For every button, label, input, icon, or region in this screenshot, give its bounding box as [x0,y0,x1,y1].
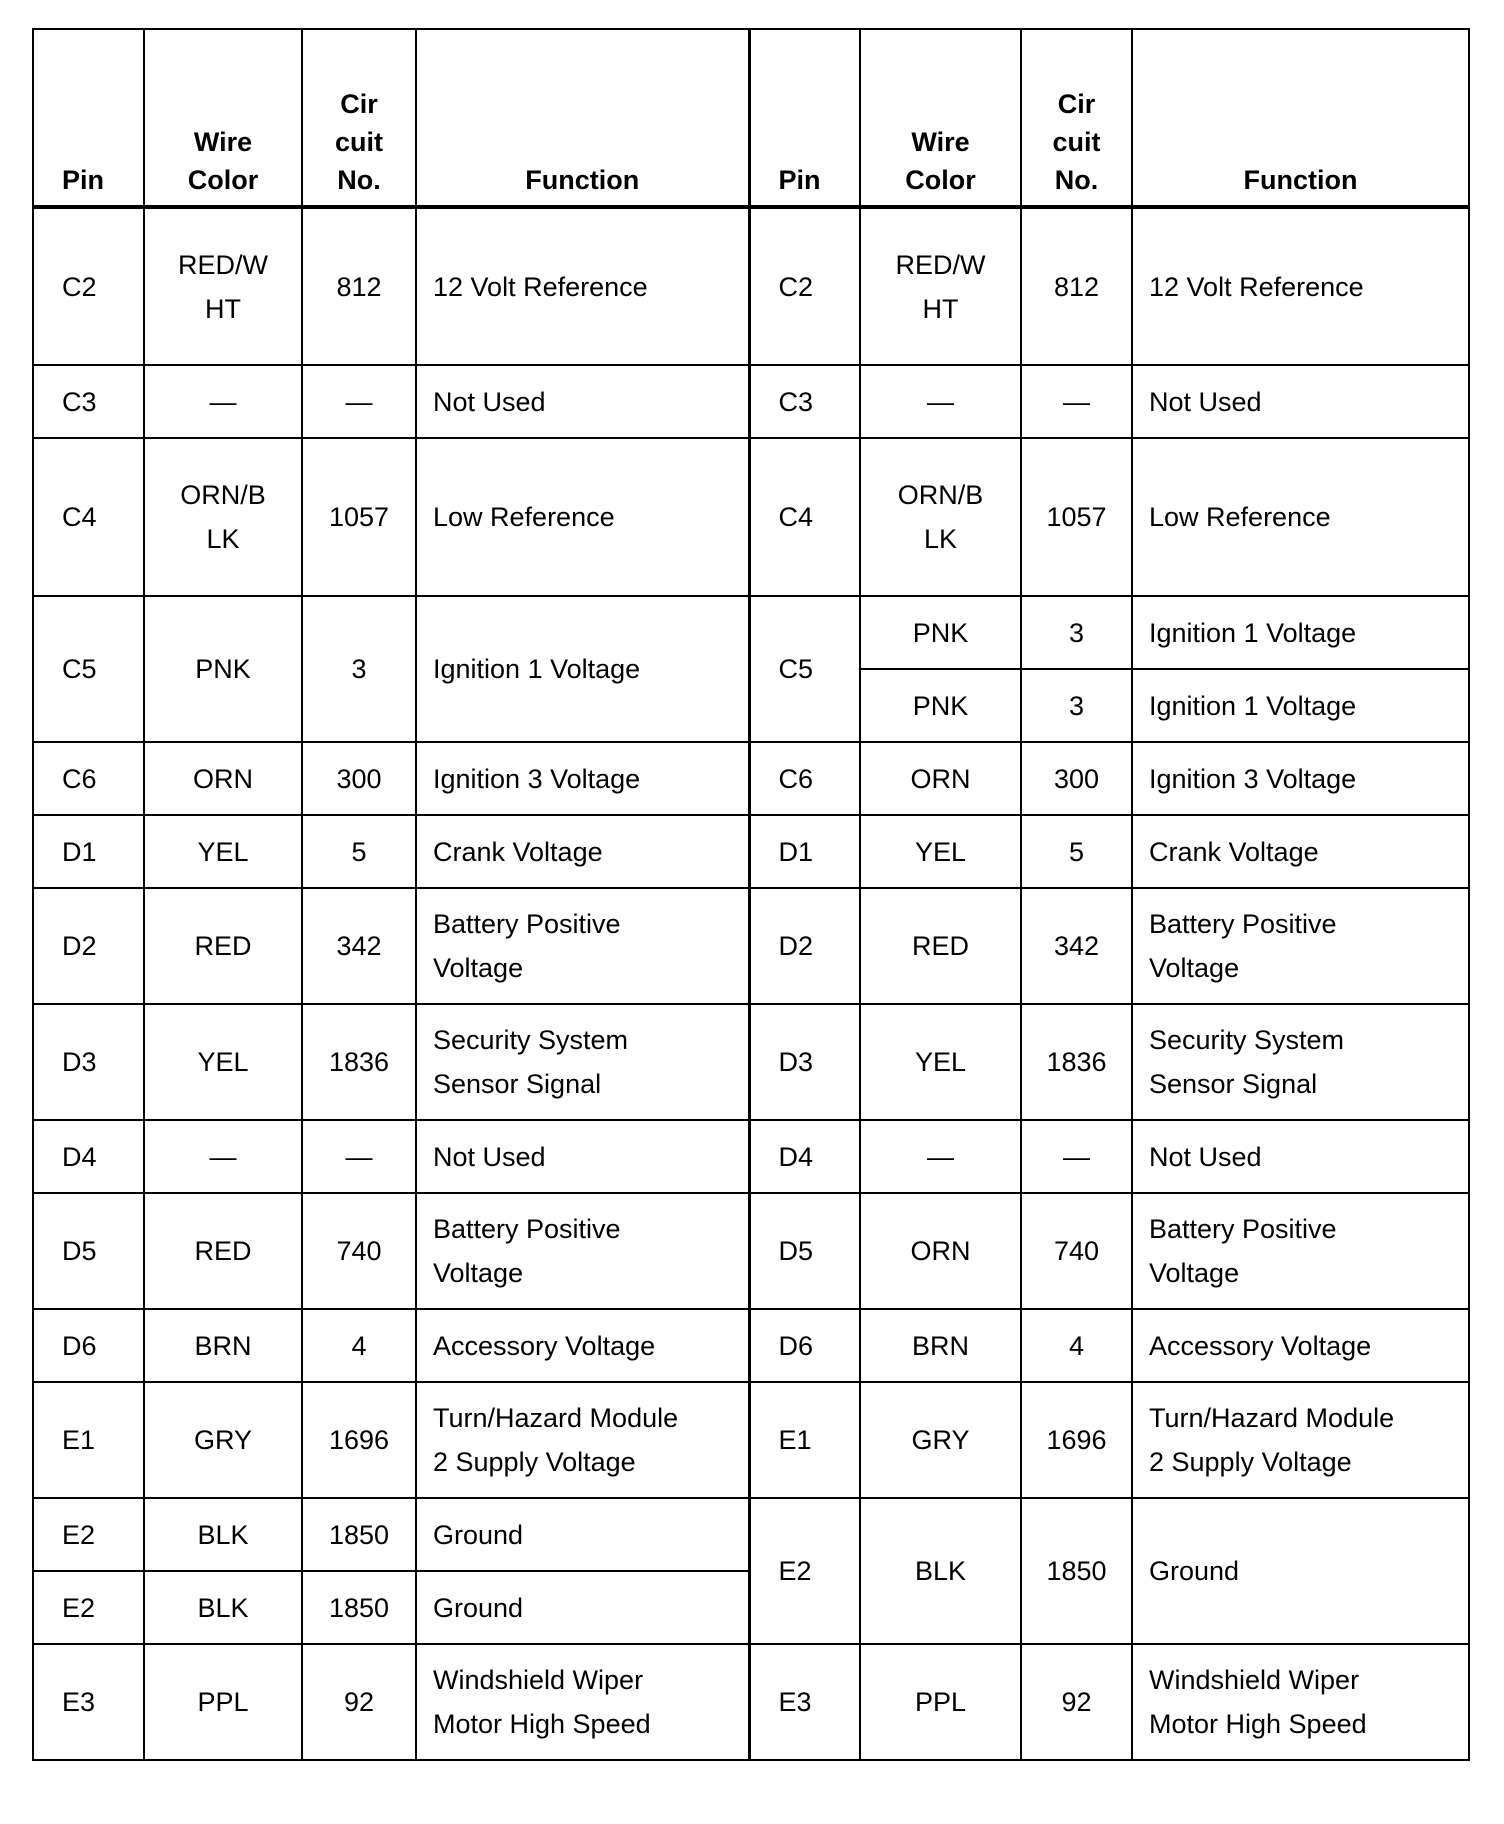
circuit-cell: 5 [1021,815,1132,888]
pin-cell: D2 [33,888,144,1004]
wire-color-cell: RED [144,888,302,1004]
pin-cell: D5 [749,1193,860,1309]
circuit-cell: — [302,365,416,438]
circuit-cell: 3 [302,596,416,742]
wire-color-cell: GRY [144,1382,302,1498]
pin-cell: C6 [749,742,860,815]
circuit-cell: 740 [1021,1193,1132,1309]
pin-cell: C5 [33,596,144,742]
wire-color-cell: PNK [144,596,302,742]
wire-color-cell: YEL [860,1004,1021,1120]
pin-cell: E3 [749,1644,860,1760]
connector-pin-table [32,28,1470,1761]
header-pin: Pin [33,29,144,207]
function-cell: Crank Voltage [1132,815,1469,888]
wire-color-cell: — [860,365,1021,438]
wire-color-cell: BRN [860,1309,1021,1382]
pin-cell: C2 [749,207,860,365]
pin-cell: D1 [33,815,144,888]
wire-color-cell: — [860,1120,1021,1193]
function-cell: Ignition 3 Voltage [416,742,749,815]
function-cell: Not Used [416,1120,749,1193]
circuit-cell: 1057 [1021,438,1132,596]
wire-color-cell: PPL [144,1644,302,1760]
function-cell: Crank Voltage [416,815,749,888]
pin-cell: D6 [749,1309,860,1382]
pin-cell: D6 [33,1309,144,1382]
pin-cell: D5 [33,1193,144,1309]
circuit-cell: 342 [302,888,416,1004]
header-circuit-no: Cir cuit No. [1021,29,1132,207]
wire-color-cell: BRN [144,1309,302,1382]
wire-color-cell: YEL [860,815,1021,888]
pin-cell: C4 [749,438,860,596]
circuit-cell: 1696 [1021,1382,1132,1498]
wire-color-cell: ORN [144,742,302,815]
circuit-cell: 1057 [302,438,416,596]
circuit-cell: — [1021,365,1132,438]
wire-color-cell: YEL [144,1004,302,1120]
function-cell: Not Used [1132,365,1469,438]
circuit-cell: — [1021,1120,1132,1193]
pin-cell: E2 [33,1571,144,1644]
circuit-cell: 5 [302,815,416,888]
wire-color-cell: BLK [144,1498,302,1571]
circuit-cell: 740 [302,1193,416,1309]
pin-cell: E1 [749,1382,860,1498]
circuit-cell: 300 [302,742,416,815]
pin-cell: C5 [749,596,860,742]
pin-cell: D3 [33,1004,144,1120]
table-row [33,815,1469,888]
wire-color-cell: — [144,365,302,438]
function-cell: Low Reference [416,438,749,596]
pin-cell: C6 [33,742,144,815]
circuit-cell: 4 [302,1309,416,1382]
header-wire-color: Wire Color [144,29,302,207]
table-row [33,438,1469,596]
function-cell: 12 Volt Reference [416,207,749,365]
function-cell: Not Used [416,365,749,438]
circuit-cell: 1850 [302,1571,416,1644]
circuit-cell: 812 [1021,207,1132,365]
wire-color-cell: RED/W HT [144,207,302,365]
wire-color-cell: YEL [144,815,302,888]
function-cell: Turn/Hazard Module 2 Supply Voltage [1132,1382,1469,1498]
function-cell: Battery Positive Voltage [416,1193,749,1309]
circuit-cell: 1696 [302,1382,416,1498]
table-row [33,1644,1469,1760]
table-row [33,1382,1469,1498]
pin-cell: D3 [749,1004,860,1120]
function-cell: Windshield Wiper Motor High Speed [416,1644,749,1760]
circuit-cell: — [302,1120,416,1193]
header-wire-color: Wire Color [860,29,1021,207]
pin-cell: D4 [33,1120,144,1193]
function-cell: Ignition 1 Voltage [1132,596,1469,669]
function-cell: Battery Positive Voltage [1132,1193,1469,1309]
table-row [33,1309,1469,1382]
pin-cell: D2 [749,888,860,1004]
function-cell: Ground [416,1571,749,1644]
wire-color-cell: PNK [860,596,1021,669]
header-circuit-no: Cir cuit No. [302,29,416,207]
circuit-cell: 1850 [1021,1498,1132,1644]
circuit-cell: 92 [302,1644,416,1760]
pin-cell: C3 [33,365,144,438]
circuit-cell: 3 [1021,669,1132,742]
header-pin: Pin [749,29,860,207]
wire-color-cell: GRY [860,1382,1021,1498]
wire-color-cell: BLK [144,1571,302,1644]
function-cell: Windshield Wiper Motor High Speed [1132,1644,1469,1760]
pin-cell: C4 [33,438,144,596]
circuit-cell: 1836 [302,1004,416,1120]
function-cell: Accessory Voltage [416,1309,749,1382]
circuit-cell: 4 [1021,1309,1132,1382]
function-cell: Security System Sensor Signal [416,1004,749,1120]
table-header-row [33,29,1469,207]
pin-cell: E2 [749,1498,860,1644]
function-cell: Battery Positive Voltage [416,888,749,1004]
wire-color-cell: — [144,1120,302,1193]
circuit-cell: 342 [1021,888,1132,1004]
function-cell: Battery Positive Voltage [1132,888,1469,1004]
wire-color-cell: ORN [860,1193,1021,1309]
table-row [33,1120,1469,1193]
table-row [33,365,1469,438]
wire-color-cell: RED [144,1193,302,1309]
table-row [33,888,1469,1004]
function-cell: Ignition 3 Voltage [1132,742,1469,815]
pin-cell: C3 [749,365,860,438]
pin-cell: E3 [33,1644,144,1760]
wire-color-cell: ORN/B LK [144,438,302,596]
circuit-cell: 1850 [302,1498,416,1571]
function-cell: Accessory Voltage [1132,1309,1469,1382]
pin-cell: C2 [33,207,144,365]
function-cell: Security System Sensor Signal [1132,1004,1469,1120]
circuit-cell: 812 [302,207,416,365]
circuit-cell: 3 [1021,596,1132,669]
table-row [33,1004,1469,1120]
pin-cell: D1 [749,815,860,888]
wire-color-cell: ORN/B LK [860,438,1021,596]
function-cell: Ground [416,1498,749,1571]
table-row [33,207,1469,365]
wire-color-cell: RED [860,888,1021,1004]
function-cell: Ignition 1 Voltage [1132,669,1469,742]
pin-cell: E2 [33,1498,144,1571]
header-function: Function [416,29,749,207]
function-cell: Ground [1132,1498,1469,1644]
function-cell: Turn/Hazard Module 2 Supply Voltage [416,1382,749,1498]
function-cell: Not Used [1132,1120,1469,1193]
circuit-cell: 92 [1021,1644,1132,1760]
table-row [33,1498,1469,1571]
table-row [33,1193,1469,1309]
wire-color-cell: RED/W HT [860,207,1021,365]
wire-color-cell: PNK [860,669,1021,742]
function-cell: 12 Volt Reference [1132,207,1469,365]
pin-cell: E1 [33,1382,144,1498]
circuit-cell: 300 [1021,742,1132,815]
table-row [33,742,1469,815]
header-function: Function [1132,29,1469,207]
wire-color-cell: ORN [860,742,1021,815]
pin-cell: D4 [749,1120,860,1193]
function-cell: Ignition 1 Voltage [416,596,749,742]
wire-color-cell: PPL [860,1644,1021,1760]
wire-color-cell: BLK [860,1498,1021,1644]
circuit-cell: 1836 [1021,1004,1132,1120]
table-row [33,596,1469,669]
function-cell: Low Reference [1132,438,1469,596]
